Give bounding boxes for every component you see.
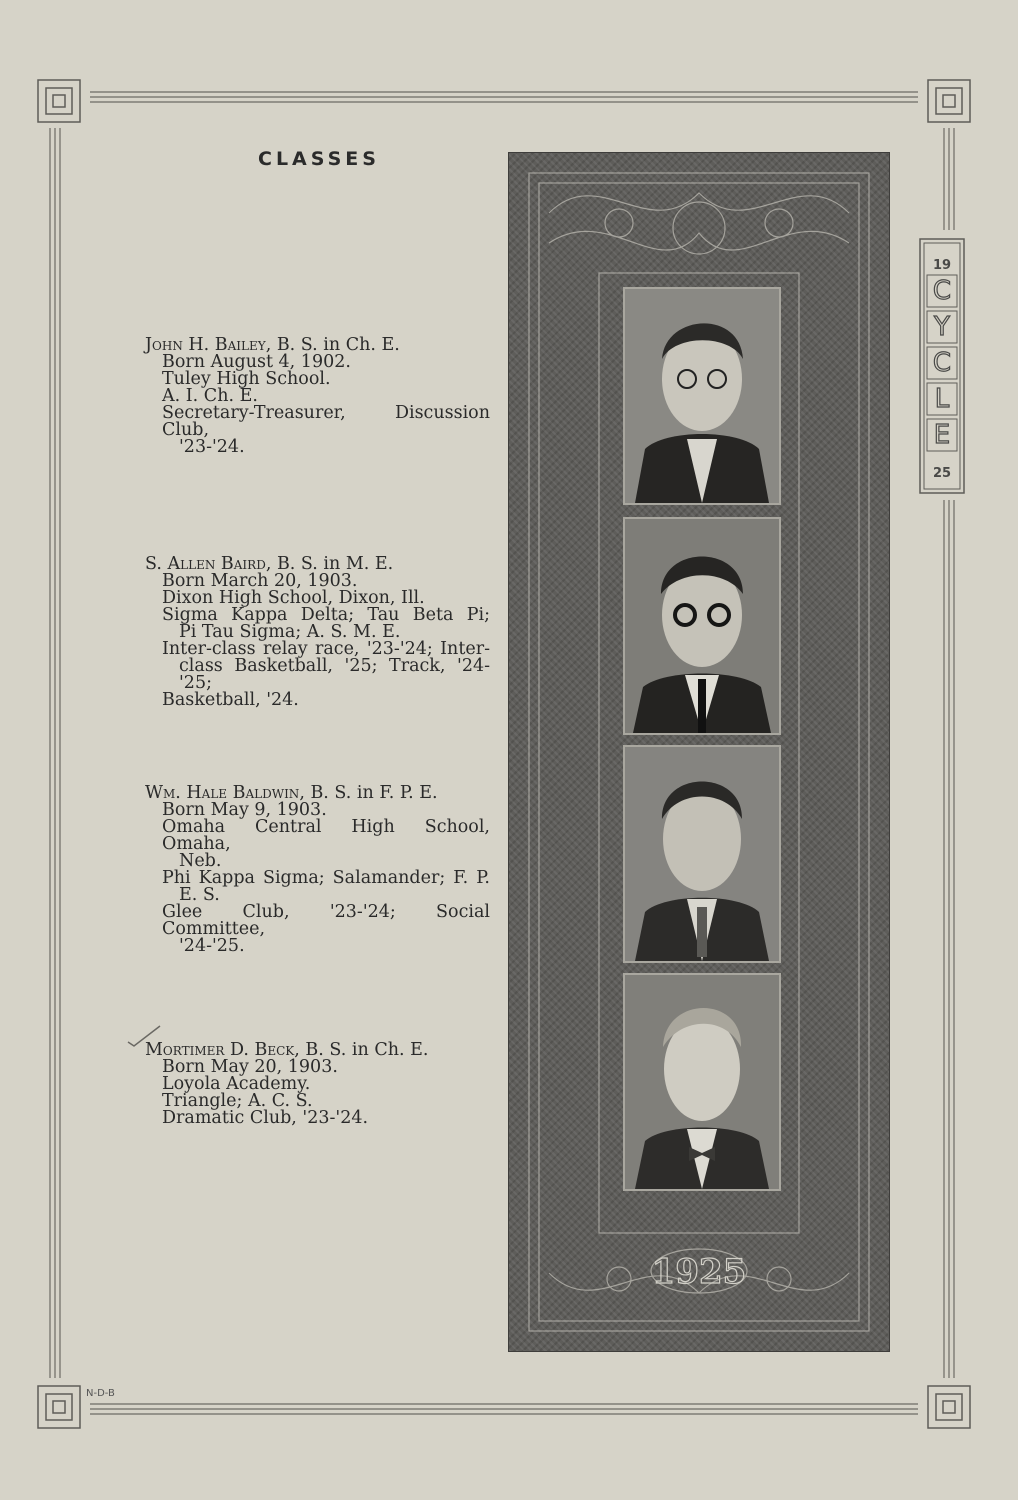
entry-line-continued: Pi Tau Sigma; A. S. M. E.	[179, 622, 401, 642]
entry-line: Born August 4, 1902.	[162, 352, 351, 372]
portrait-photo	[623, 745, 781, 963]
side-label-letter: C	[932, 348, 952, 378]
side-label-letter: L	[934, 384, 950, 414]
entry-line-continued: E. S.	[179, 885, 220, 905]
entry-line: Born May 9, 1903.	[162, 800, 327, 820]
side-label-top: 19	[932, 258, 952, 273]
portrait-photo	[623, 517, 781, 735]
entry-line: Dixon High School, Dixon, Ill.	[162, 588, 425, 608]
entry-line: Omaha Central High School, Omaha,	[162, 817, 490, 854]
side-label-letter: E	[933, 420, 951, 450]
degree: , B. S. in Ch. E.	[265, 335, 400, 355]
portrait-photo	[623, 973, 781, 1191]
entry-baird	[145, 556, 490, 709]
entry-line: Inter-class relay race, '23-'24; Inter-	[162, 639, 490, 659]
side-label-letter: C	[932, 276, 952, 306]
side-label-letter: Y	[934, 312, 950, 342]
degree: , B. S. in Ch. E.	[294, 1040, 429, 1060]
page-title: CLASSES	[258, 148, 380, 170]
entry-line: Dramatic Club, '23-'24.	[162, 1108, 369, 1128]
portrait-panel	[508, 152, 890, 1352]
side-label-bottom: 25	[932, 466, 952, 481]
entry-line-continued: '23-'24.	[179, 437, 245, 457]
entry-line: Triangle; A. C. S.	[162, 1091, 313, 1111]
portrait-photo	[623, 287, 781, 505]
entry-line: Born May 20, 1903.	[162, 1057, 338, 1077]
entry-bailey	[145, 337, 490, 456]
entry-baldwin	[145, 785, 490, 955]
degree: , B. S. in M. E.	[265, 554, 394, 574]
entry-line: A. I. Ch. E.	[162, 386, 258, 406]
entry-line: Phi Kappa Sigma; Salamander; F. P.	[162, 868, 490, 888]
entry-line-continued: class Basketball, '25; Track, '24-'25;	[179, 656, 490, 693]
entry-line: Sigma Kappa Delta; Tau Beta Pi;	[162, 605, 490, 625]
degree: , B. S. in F. P. E.	[299, 783, 438, 803]
entry-line: Basketball, '24.	[162, 690, 299, 710]
student-name: John H. Bailey	[145, 335, 266, 355]
student-name: Mortimer D. Beck	[145, 1040, 295, 1060]
entry-line: Loyola Academy.	[162, 1074, 311, 1094]
student-name: S. Allen Baird	[145, 554, 266, 574]
entry-beck	[145, 1042, 490, 1127]
student-name: Wm. Hale Baldwin	[145, 783, 300, 803]
entry-line: Secretary-Treasurer, Discussion Club,	[162, 403, 490, 440]
cycle-side-label	[918, 237, 966, 495]
entry-line-continued: Neb.	[179, 851, 222, 871]
side-label-letters	[927, 275, 957, 451]
entry-line-continued: '24-'25.	[179, 936, 245, 956]
printer-stamp: N-D-B	[86, 1388, 115, 1399]
entry-line: Tuley High School.	[162, 369, 331, 389]
entry-line: Born March 20, 1903.	[162, 571, 358, 591]
entry-line: Glee Club, '23-'24; Social Committee,	[162, 902, 490, 939]
panel-year: 1925	[651, 1252, 747, 1292]
